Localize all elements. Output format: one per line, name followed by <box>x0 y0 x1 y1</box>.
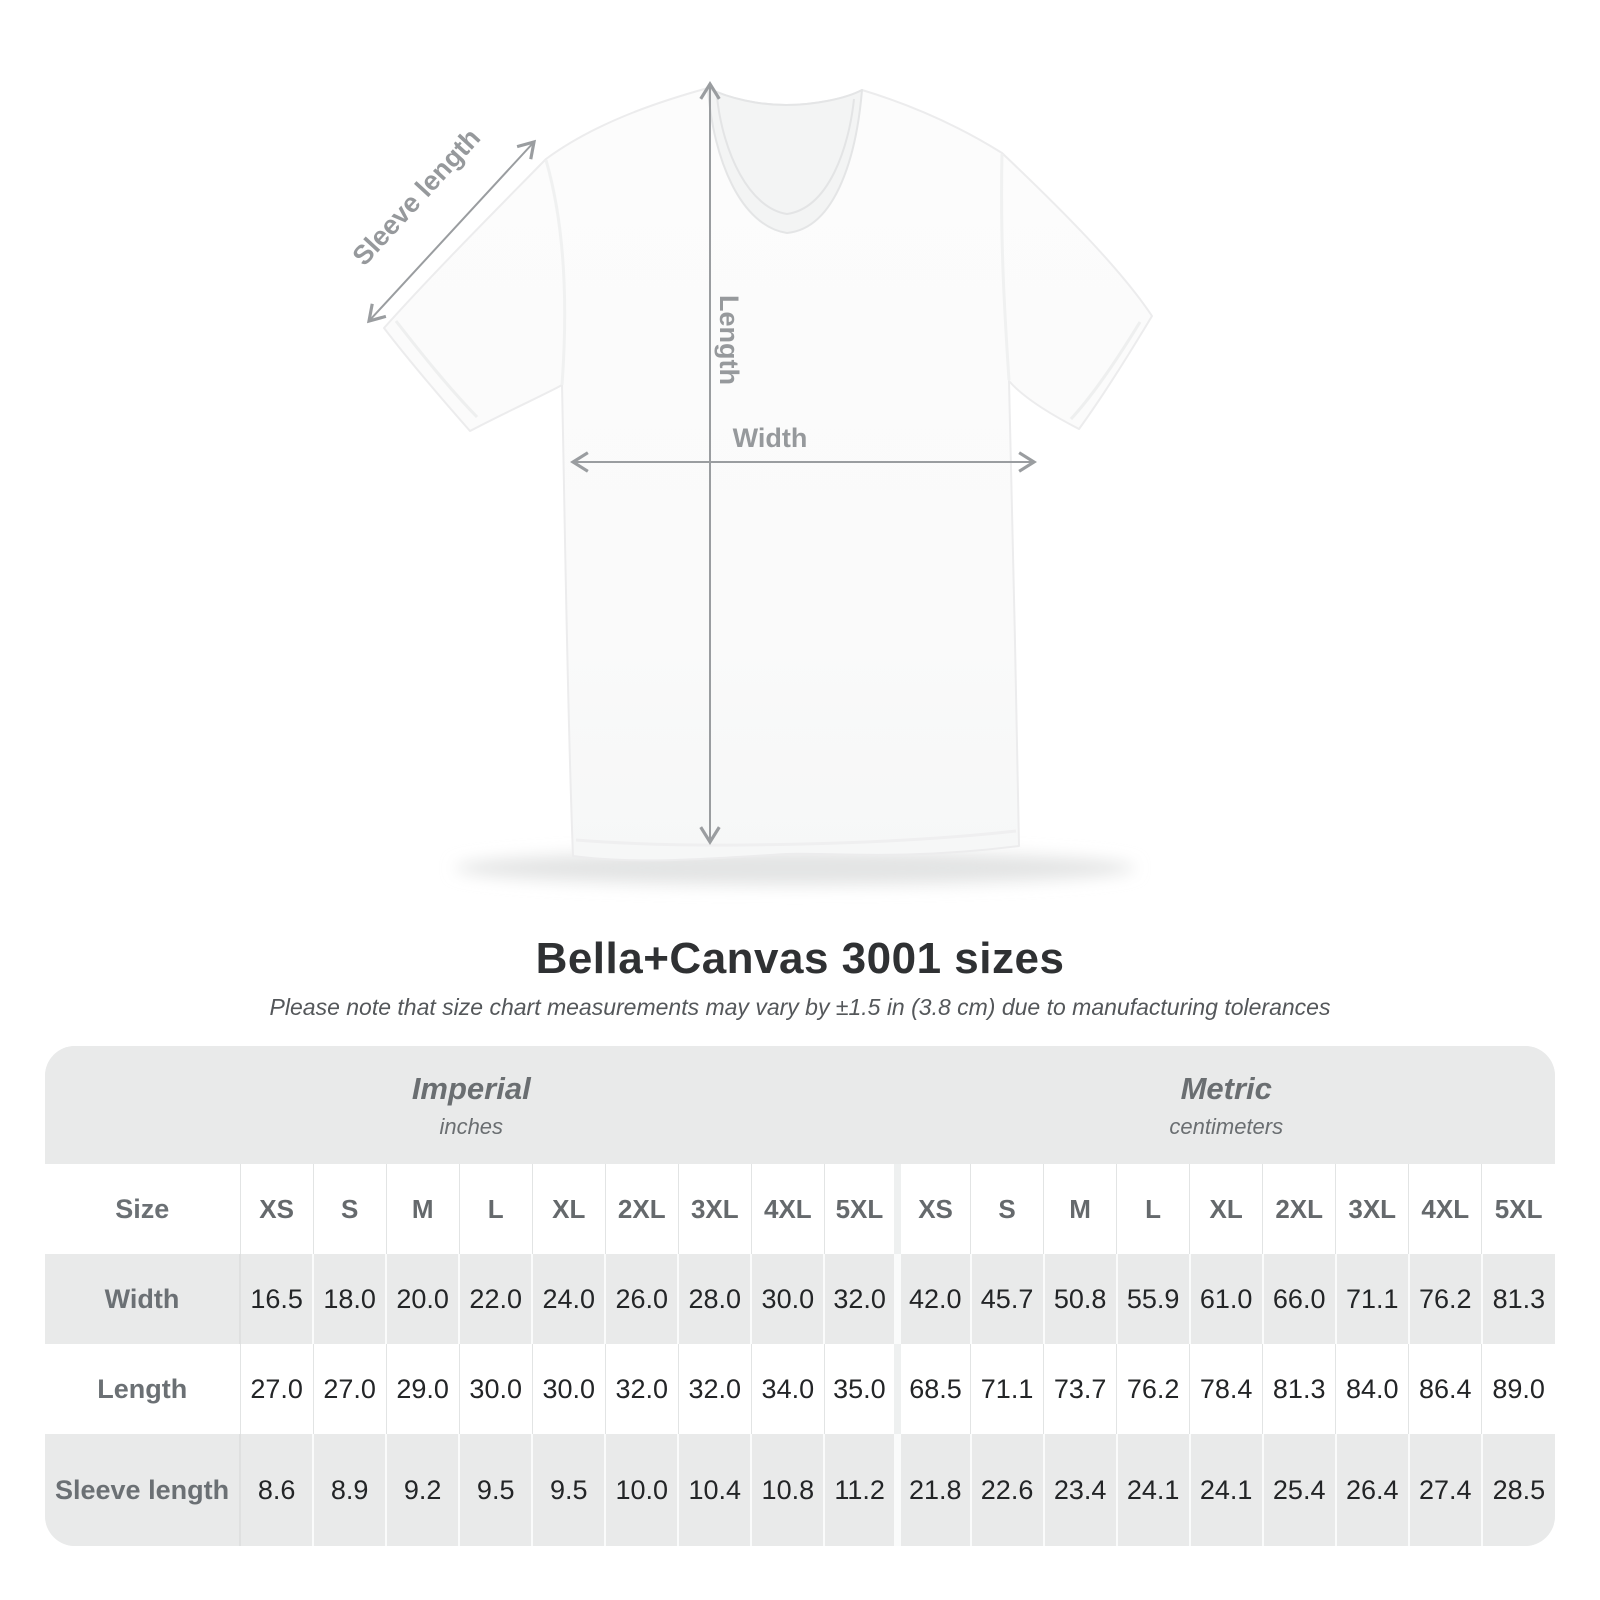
size-chart-card <box>45 1046 1555 1546</box>
length-row <box>45 1344 1555 1434</box>
value-cell: 27.0 <box>240 1344 313 1434</box>
size-header-cell: XL <box>1190 1164 1263 1254</box>
size-chart-table <box>45 1046 1555 1546</box>
size-header-cell: S <box>313 1164 386 1254</box>
value-cell: 9.5 <box>459 1434 532 1546</box>
value-cell: 81.3 <box>1482 1254 1555 1344</box>
metric-group-header <box>898 1046 1555 1164</box>
value-cell: 10.0 <box>605 1434 678 1546</box>
value-cell: 50.8 <box>1044 1254 1117 1344</box>
value-cell: 45.7 <box>971 1254 1044 1344</box>
value-cell: 22.6 <box>971 1434 1044 1546</box>
value-cell: 10.4 <box>678 1434 751 1546</box>
width-row <box>45 1254 1555 1344</box>
value-cell: 11.2 <box>824 1434 897 1546</box>
value-cell: 66.0 <box>1263 1254 1336 1344</box>
row-label-cell: Width <box>45 1254 240 1344</box>
row-label-cell: Sleeve length <box>45 1434 240 1546</box>
size-column-header: Size <box>45 1164 240 1254</box>
value-cell: 21.8 <box>898 1434 971 1546</box>
length-label: Length <box>714 295 744 385</box>
unit-group-header-row <box>45 1046 1555 1164</box>
size-header-cell: 2XL <box>1263 1164 1336 1254</box>
width-label: Width <box>732 423 808 453</box>
value-cell: 26.4 <box>1336 1434 1409 1546</box>
value-cell: 68.5 <box>898 1344 971 1434</box>
size-header-cell: XS <box>240 1164 313 1254</box>
metric-unit: centimeters <box>1169 1113 1284 1139</box>
value-cell: 28.5 <box>1482 1434 1555 1546</box>
value-cell: 34.0 <box>751 1344 824 1434</box>
value-cell: 35.0 <box>824 1344 897 1434</box>
value-cell: 18.0 <box>313 1254 386 1344</box>
value-cell: 73.7 <box>1044 1344 1117 1434</box>
imperial-label: Imperial <box>411 1070 531 1106</box>
imperial-group-header <box>45 1046 898 1164</box>
value-cell: 10.8 <box>751 1434 824 1546</box>
value-cell: 16.5 <box>240 1254 313 1344</box>
value-cell: 24.1 <box>1190 1434 1263 1546</box>
size-header-cell: 3XL <box>678 1164 751 1254</box>
size-header-cell: 5XL <box>824 1164 897 1254</box>
shirt-shadow <box>455 851 1135 885</box>
value-cell: 42.0 <box>898 1254 971 1344</box>
value-cell: 76.2 <box>1117 1344 1190 1434</box>
value-cell: 30.0 <box>751 1254 824 1344</box>
value-cell: 20.0 <box>386 1254 459 1344</box>
value-cell: 29.0 <box>386 1344 459 1434</box>
size-header-cell: XS <box>898 1164 971 1254</box>
value-cell: 25.4 <box>1263 1434 1336 1546</box>
value-cell: 71.1 <box>1336 1254 1409 1344</box>
value-cell: 32.0 <box>605 1344 678 1434</box>
value-cell: 24.1 <box>1117 1434 1190 1546</box>
size-header-cell: M <box>386 1164 459 1254</box>
value-cell: 30.0 <box>532 1344 605 1434</box>
imperial-unit: inches <box>439 1113 504 1139</box>
value-cell: 55.9 <box>1117 1254 1190 1344</box>
value-cell: 27.0 <box>313 1344 386 1434</box>
value-cell: 78.4 <box>1190 1344 1263 1434</box>
sleeve-length-label: Sleeve length <box>346 122 487 272</box>
value-cell: 27.4 <box>1409 1434 1482 1546</box>
row-label-cell: Length <box>45 1344 240 1434</box>
size-header-cell: 3XL <box>1336 1164 1409 1254</box>
value-cell: 71.1 <box>971 1344 1044 1434</box>
value-cell: 8.6 <box>240 1434 313 1546</box>
size-header-cell: M <box>1044 1164 1117 1254</box>
size-header-cell: L <box>1117 1164 1190 1254</box>
size-header-cell: S <box>971 1164 1044 1254</box>
value-cell: 8.9 <box>313 1434 386 1546</box>
value-cell: 22.0 <box>459 1254 532 1344</box>
value-cell: 30.0 <box>459 1344 532 1434</box>
value-cell: 23.4 <box>1044 1434 1117 1546</box>
value-cell: 26.0 <box>605 1254 678 1344</box>
size-header-cell: 5XL <box>1482 1164 1555 1254</box>
value-cell: 86.4 <box>1409 1344 1482 1434</box>
value-cell: 89.0 <box>1482 1344 1555 1434</box>
value-cell: 28.0 <box>678 1254 751 1344</box>
value-cell: 61.0 <box>1190 1254 1263 1344</box>
value-cell: 32.0 <box>824 1254 897 1344</box>
value-cell: 32.0 <box>678 1344 751 1434</box>
size-header-cell: 2XL <box>605 1164 678 1254</box>
size-header-cell: 4XL <box>1409 1164 1482 1254</box>
tolerance-note: Please note that size chart measurements may vary by ±1.5 in (3.8 cm) due to manufacturing tolerances <box>269 994 1331 1020</box>
value-cell: 76.2 <box>1409 1254 1482 1344</box>
value-cell: 81.3 <box>1263 1344 1336 1434</box>
value-cell: 9.2 <box>386 1434 459 1546</box>
value-cell: 24.0 <box>532 1254 605 1344</box>
size-header-row <box>45 1164 1555 1254</box>
value-cell: 84.0 <box>1336 1344 1409 1434</box>
page-title: Bella+Canvas 3001 sizes <box>535 934 1065 983</box>
size-header-cell: L <box>459 1164 532 1254</box>
metric-label: Metric <box>1180 1070 1272 1106</box>
value-cell: 9.5 <box>532 1434 605 1546</box>
size-header-cell: XL <box>532 1164 605 1254</box>
sleeve-length-row <box>45 1434 1555 1546</box>
size-header-cell: 4XL <box>751 1164 824 1254</box>
